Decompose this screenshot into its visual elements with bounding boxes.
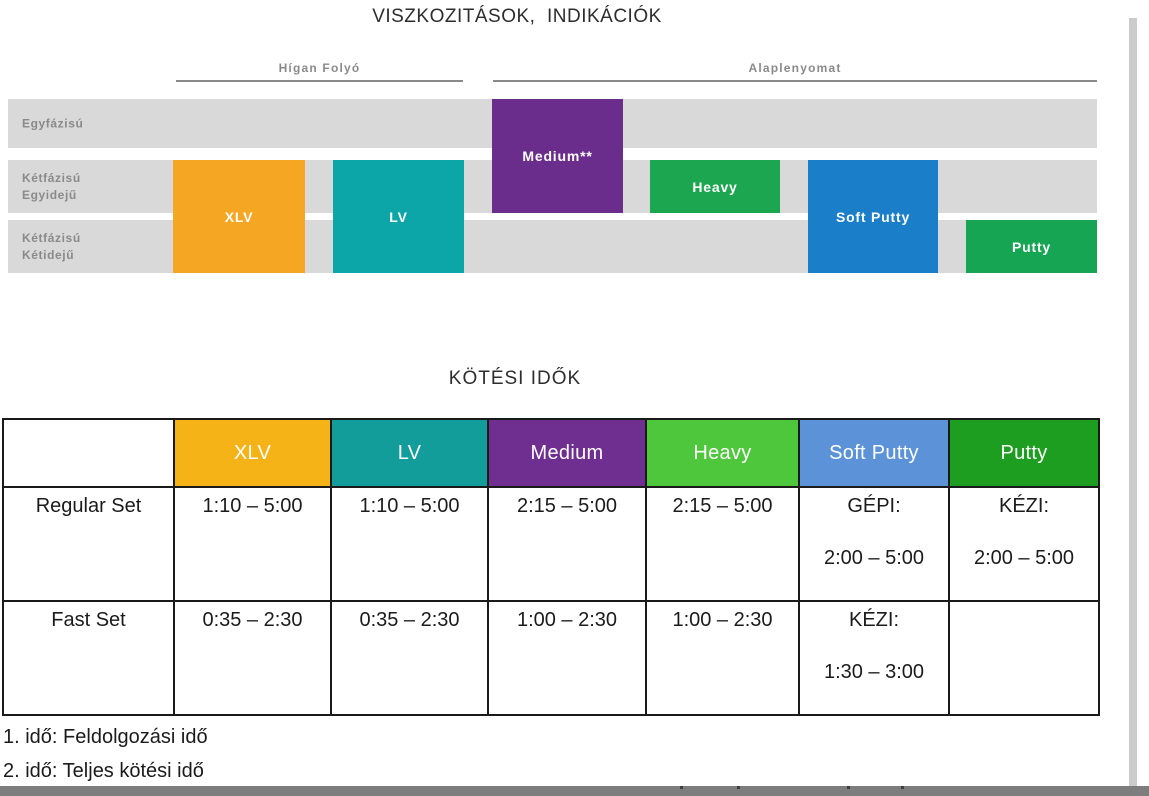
row-label-cell: Fast Set bbox=[3, 601, 174, 715]
phase-row-label-line: Egyidejű bbox=[22, 187, 77, 202]
phase-row-label bbox=[22, 170, 81, 204]
column-header-label: Putty bbox=[1000, 441, 1048, 464]
column-header-putty bbox=[949, 419, 1099, 487]
phase-row-label bbox=[22, 115, 83, 132]
phase-row-label bbox=[22, 230, 81, 264]
column-header-label: LV bbox=[397, 441, 422, 464]
time-cell bbox=[646, 601, 799, 715]
diagram-block-heavy bbox=[650, 160, 780, 213]
column-header-medium bbox=[488, 419, 646, 487]
column-header-lv bbox=[331, 419, 488, 487]
time-cell bbox=[799, 601, 949, 715]
footnote-1: 1. idő: Feldolgozási idő bbox=[3, 726, 208, 748]
time-method-label: KÉZI: bbox=[998, 495, 1049, 517]
time-value: 1:00 – 2:30 bbox=[516, 609, 618, 631]
time-method-label: GÉPI: bbox=[847, 495, 901, 517]
footnotes bbox=[3, 720, 208, 788]
cropped-text-artifact bbox=[737, 786, 740, 789]
diagram-block-xlv bbox=[173, 160, 305, 273]
time-cell bbox=[949, 487, 1099, 601]
phase-row-label-line: Kétfázisú bbox=[22, 230, 81, 245]
time-value: 1:30 – 3:00 bbox=[823, 661, 925, 683]
time-cell-empty bbox=[949, 601, 1099, 715]
cropped-text-artifact bbox=[901, 786, 904, 789]
row-label-cell: Regular Set bbox=[3, 487, 174, 601]
time-value: 2:00 – 5:00 bbox=[823, 547, 925, 569]
diagram-block-label: Putty bbox=[1012, 238, 1051, 255]
column-header-label: Medium bbox=[530, 441, 604, 464]
time-value: 1:00 – 2:30 bbox=[672, 609, 773, 631]
diagram-title: VISZKOZITÁSOK, INDIKÁCIÓK bbox=[372, 6, 662, 27]
diagram-block-putty bbox=[966, 220, 1097, 273]
cropped-next-section-bar bbox=[0, 786, 1149, 796]
group-header-alaplenyomat bbox=[493, 54, 1097, 82]
setting-times-table bbox=[2, 418, 1100, 716]
group-header-label: Alaplenyomat bbox=[748, 61, 842, 75]
column-header-heavy bbox=[646, 419, 799, 487]
table-row-regular-set bbox=[3, 487, 1099, 601]
cropped-text-artifact bbox=[847, 786, 850, 789]
table-header-row bbox=[3, 419, 1099, 487]
table-row-fast-set bbox=[3, 601, 1099, 715]
diagram-block-lv bbox=[333, 160, 464, 273]
column-header-label: Heavy bbox=[693, 441, 752, 464]
time-value: 2:00 – 5:00 bbox=[973, 547, 1075, 569]
time-cell bbox=[174, 601, 331, 715]
column-header-soft-putty bbox=[799, 419, 949, 487]
time-cell bbox=[331, 601, 488, 715]
phase-row-label-line: Kétfázisú bbox=[22, 170, 81, 185]
diagram-block-label: Medium** bbox=[522, 148, 593, 164]
column-header-xlv bbox=[174, 419, 331, 487]
diagram-block-label: XLV bbox=[224, 208, 254, 225]
group-header-higan-folyo bbox=[176, 54, 463, 82]
time-cell bbox=[799, 487, 949, 601]
table-corner-cell bbox=[3, 419, 174, 487]
phase-row-label-line: Egyfázisú bbox=[22, 116, 84, 130]
time-cell bbox=[646, 487, 799, 601]
page-edge-strip bbox=[1129, 18, 1137, 786]
time-cell bbox=[331, 487, 488, 601]
phase-row-label-line: Kétidejű bbox=[22, 247, 75, 262]
time-value: 0:35 – 2:30 bbox=[359, 609, 460, 631]
time-value: 1:10 – 5:00 bbox=[202, 495, 303, 517]
column-header-label: Soft Putty bbox=[829, 441, 919, 464]
time-value: 2:15 – 5:00 bbox=[672, 495, 773, 517]
diagram-block-label: Soft Putty bbox=[835, 208, 911, 225]
time-cell bbox=[488, 601, 646, 715]
footnote-2: 2. idő: Teljes kötési idő bbox=[3, 760, 204, 782]
diagram-block-label: Heavy bbox=[692, 178, 738, 195]
diagram-block-label: LV bbox=[389, 208, 408, 225]
column-header-label: XLV bbox=[233, 441, 272, 464]
table-title: KÖTÉSI IDŐK bbox=[448, 368, 582, 389]
time-cell bbox=[174, 487, 331, 601]
cropped-text-artifact bbox=[680, 786, 683, 789]
time-method-label: KÉZI: bbox=[848, 609, 899, 631]
diagram-block-soft-putty bbox=[808, 160, 938, 273]
time-value: 0:35 – 2:30 bbox=[202, 609, 303, 631]
time-value: 1:10 – 5:00 bbox=[359, 495, 460, 517]
diagram-block-medium bbox=[492, 99, 623, 213]
time-cell bbox=[488, 487, 646, 601]
time-value: 2:15 – 5:00 bbox=[516, 495, 618, 517]
group-header-label: Hígan Folyó bbox=[278, 61, 361, 75]
